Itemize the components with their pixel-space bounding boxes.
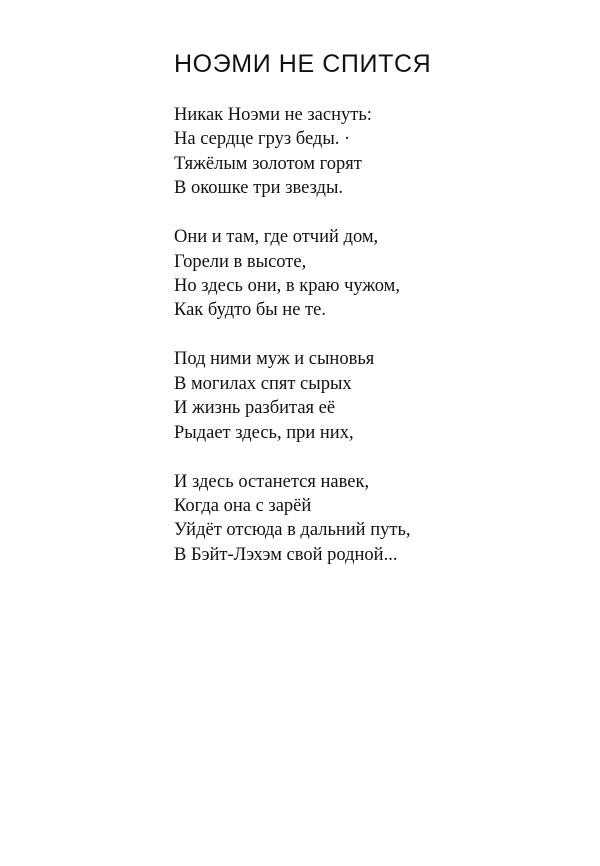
stanza-2 [174, 225, 411, 323]
poem-line: На сердце груз беды. · [174, 129, 351, 150]
poem-line: Но здесь они, в краю чужом, [174, 276, 400, 297]
poem-line: Когда она с зарёй [174, 496, 312, 517]
poem-line: В могилах спят сырых [174, 373, 352, 394]
poem-line: Рыдает здесь, при них, [174, 422, 354, 443]
poem-line: Они и там, где отчий дом, [174, 227, 379, 248]
poem-line: В Бэйт-Лэхэм свой родной... [174, 544, 398, 565]
poem-body [174, 103, 411, 592]
poem-line: Никак Ноэми не заснуть: [174, 105, 372, 125]
stanza-1 [174, 103, 411, 201]
poem-line: Уйдёт отсюда в дальний путь, [174, 520, 411, 541]
poem-line: В окошке три звезды. [174, 178, 344, 199]
poem-line: Под ними муж и сыновья [174, 349, 375, 370]
poem-line: Как будто бы не те. [174, 300, 326, 321]
poem-line: И жизнь разбитая её [174, 398, 336, 419]
poem-line: И здесь останется навек, [174, 471, 370, 492]
poem-title: НОЭМИ НЕ СПИТСЯ [174, 50, 432, 78]
stanza-3 [174, 347, 411, 445]
poem-line: Тяжёлым золотом горят [174, 153, 362, 174]
poem-line: Горели в высоте, [174, 251, 307, 272]
stanza-4 [174, 470, 411, 568]
